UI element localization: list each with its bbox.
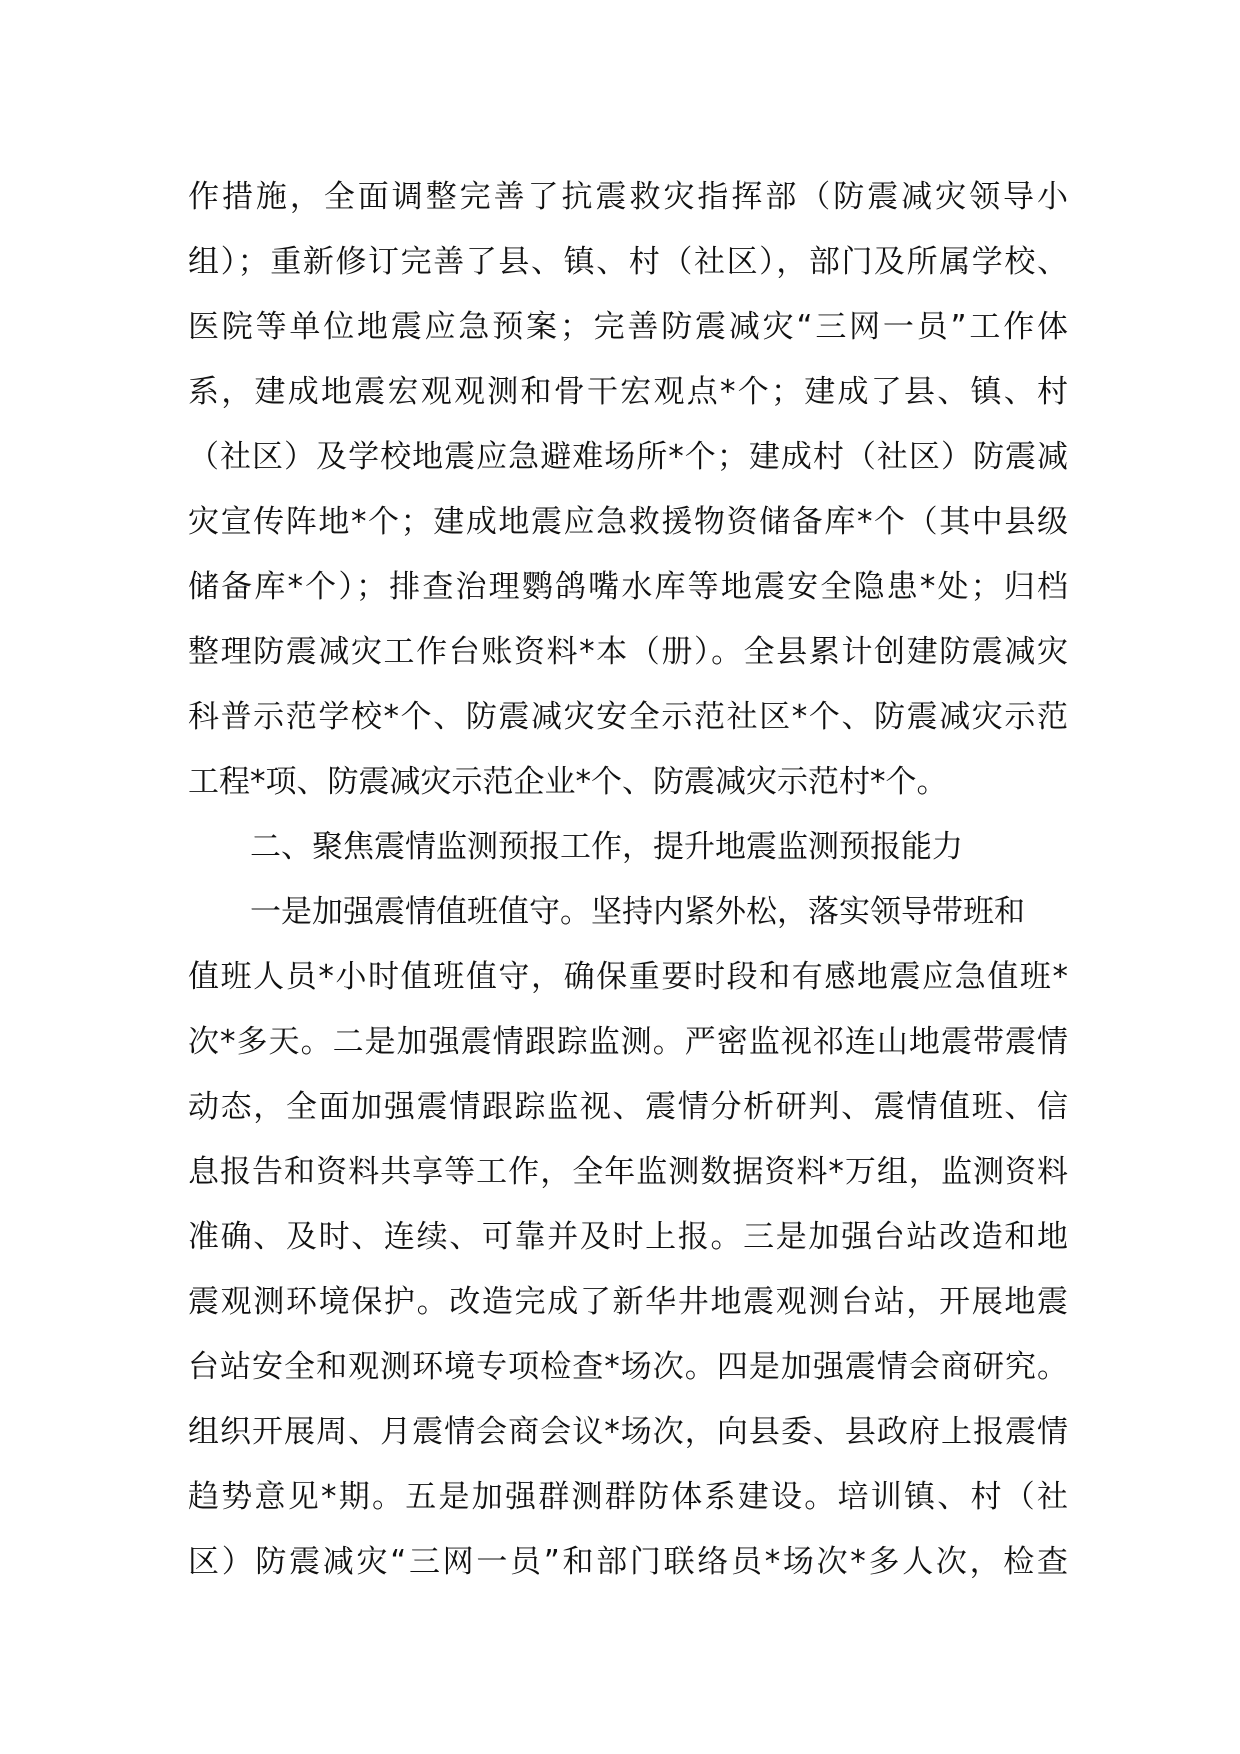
text-line-1: 作措施，全面调整完善了抗震救灾指挥部（防震减灾领导小 [188, 179, 1068, 215]
text-line-17: 准确、及时、连续、可靠并及时上报。三是加强台站改造和地 [188, 1219, 1068, 1255]
text-line-6: 灾宣传阵地*个；建成地震应急救援物资储备库*个（其中县级 [188, 504, 1068, 540]
text-line-10: 工程*项、防震减灾示范企业*个、防震减灾示范村*个。 [188, 764, 948, 800]
text-line-4: 系，建成地震宏观观测和骨干宏观点*个；建成了县、镇、村 [188, 374, 1068, 410]
section-heading: 二、聚焦震情监测预报工作，提升地震监测预报能力 [250, 829, 963, 865]
text-line-22: 区）防震减灾“三网一员”和部门联络员*场次*多人次，检查 [188, 1544, 1068, 1580]
text-line-20: 组织开展周、月震情会商会议*场次，向县委、县政府上报震情 [188, 1414, 1068, 1450]
text-line-2: 组）；重新修订完善了县、镇、村（社区），部门及所属学校、 [188, 244, 1068, 280]
text-line-16: 息报告和资料共享等工作，全年监测数据资料*万组，监测资料 [188, 1154, 1068, 1190]
document-body [188, 165, 1068, 1595]
text-line-18: 震观测环境保护。改造完成了新华井地震观测台站，开展地震 [188, 1284, 1068, 1320]
text-line-5: （社区）及学校地震应急避难场所*个；建成村（社区）防震减 [188, 439, 1068, 475]
text-line-15: 动态，全面加强震情跟踪监视、震情分析研判、震情值班、信 [188, 1089, 1068, 1125]
text-line-21: 趋势意见*期。五是加强群测群防体系建设。培训镇、村（社 [188, 1479, 1068, 1515]
text-line-8: 整理防震减灾工作台账资料*本（册）。全县累计创建防震减灾 [188, 634, 1068, 670]
text-line-14: 次*多天。二是加强震情跟踪监测。严密监视祁连山地震带震情 [188, 1024, 1068, 1060]
text-line-13: 值班人员*小时值班值守，确保重要时段和有感地震应急值班* [188, 959, 1068, 995]
text-line-19: 台站安全和观测环境专项检查*场次。四是加强震情会商研究。 [188, 1349, 1068, 1385]
text-line-12: 一是加强震情值班值守。坚持内紧外松，落实领导带班和 [250, 894, 1025, 930]
text-line-3: 医院等单位地震应急预案；完善防震减灾“三网一员”工作体 [188, 309, 1068, 345]
text-line-9: 科普示范学校*个、防震减灾安全示范社区*个、防震减灾示范 [188, 699, 1068, 735]
text-line-7: 储备库*个）；排查治理鹦鸽嘴水库等地震安全隐患*处；归档 [188, 569, 1068, 605]
